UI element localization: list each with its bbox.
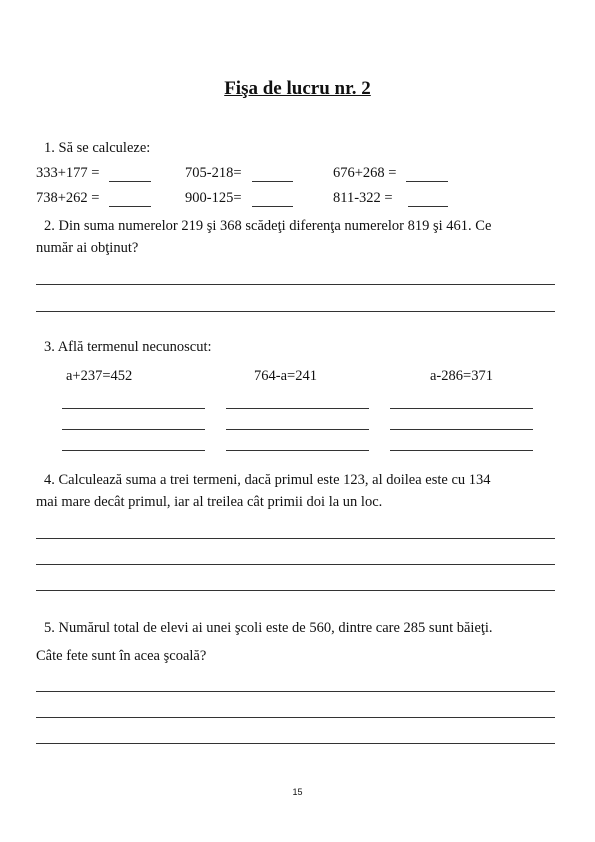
exercise-1-item: 738+262 = [36,190,100,206]
answer-line[interactable] [36,538,555,539]
answer-line[interactable] [390,408,533,409]
answer-line[interactable] [62,429,205,430]
exercise-5-text: Câte fete sunt în acea şcoală? [36,648,207,664]
exercise-1-item: 705-218= [185,165,242,181]
exercise-4-text: 4. Calculează suma a trei termeni, dacă primul este 123, al doilea este cu 134 [44,472,491,488]
exercise-1-prompt: 1. Să se calculeze: [44,140,151,156]
answer-line[interactable] [226,429,369,430]
answer-blank[interactable] [109,181,151,182]
exercise-1-item: 676+268 = [333,165,397,181]
answer-blank[interactable] [408,206,448,207]
answer-blank[interactable] [406,181,448,182]
worksheet-title: Fişa de lucru nr. 2 [224,78,371,99]
answer-blank[interactable] [252,181,293,182]
exercise-2-text: 2. Din suma numerelor 219 şi 368 scădeţi diferenţa numerelor 819 şi 461. Ce [44,218,492,234]
answer-line[interactable] [390,429,533,430]
answer-line[interactable] [36,590,555,591]
answer-line[interactable] [36,311,555,312]
answer-line[interactable] [36,284,555,285]
equation: a+237=452 [66,368,133,384]
exercise-2-text: număr ai obţinut? [36,240,139,256]
equation: 764-a=241 [254,368,317,384]
answer-line[interactable] [36,717,555,718]
answer-line[interactable] [36,743,555,744]
answer-blank[interactable] [109,206,151,207]
exercise-1-item: 900-125= [185,190,242,206]
exercise-3-prompt: 3. Află termenul necunoscut: [44,339,212,355]
exercise-1-item: 333+177 = [36,165,100,181]
answer-line[interactable] [226,408,369,409]
page-number: 15 [292,787,303,797]
answer-line[interactable] [36,564,555,565]
answer-line[interactable] [36,691,555,692]
exercise-4-text: mai mare decât primul, iar al treilea cât primii doi la un loc. [36,494,383,510]
answer-line[interactable] [390,450,533,451]
answer-blank[interactable] [252,206,293,207]
answer-line[interactable] [226,450,369,451]
exercise-1-item: 811-322 = [333,190,393,206]
equation: a-286=371 [430,368,493,384]
exercise-5-text: 5. Numărul total de elevi ai unei şcoli este de 560, dintre care 285 sunt băieţi. [44,620,493,636]
answer-line[interactable] [62,408,205,409]
answer-line[interactable] [62,450,205,451]
